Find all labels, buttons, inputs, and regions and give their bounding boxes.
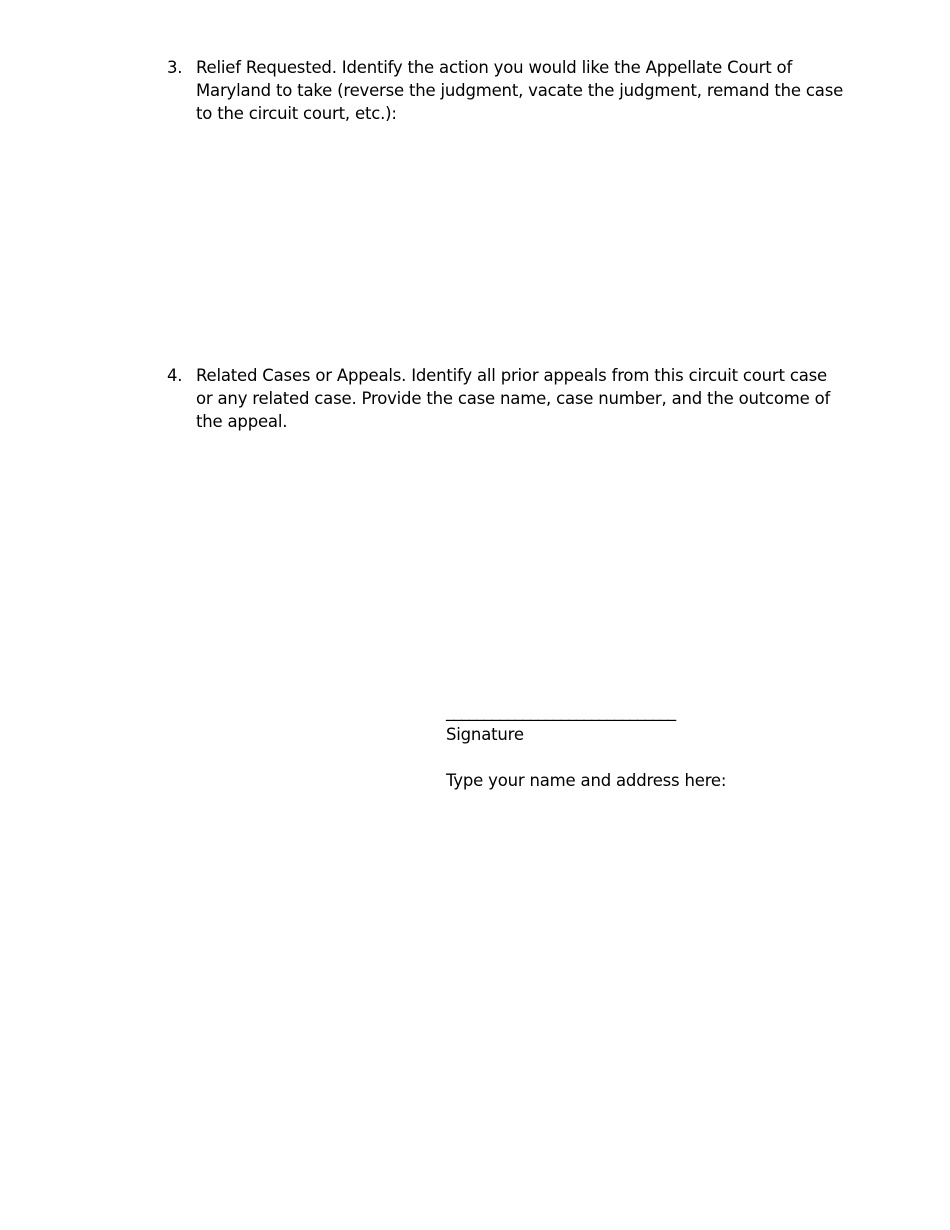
item-text: Identify the action you would like the Appellate Court of Maryland to take (reverse the judgment, vacate the judgment, remand the case to the circuit court, etc.): (196, 58, 844, 123)
related-cases-section (167, 364, 847, 433)
item-number: 4. (167, 366, 183, 385)
signature-block (446, 700, 846, 792)
relief-requested-section (167, 56, 847, 125)
item-text: Identify all prior appeals from this circuit court case or any related case. Provide the case name, case number, and the outcome of the appeal. (196, 366, 831, 431)
signature-label: Signature (446, 725, 524, 744)
item-body (196, 56, 847, 125)
item-heading: Related Cases or Appeals. (196, 366, 407, 385)
item-body (196, 364, 847, 433)
item-number: 3. (167, 58, 183, 77)
name-address-prompt: Type your name and address here: (446, 771, 727, 790)
item-heading: Relief Requested. (196, 58, 337, 77)
signature-line: ______________________________ (446, 702, 676, 721)
